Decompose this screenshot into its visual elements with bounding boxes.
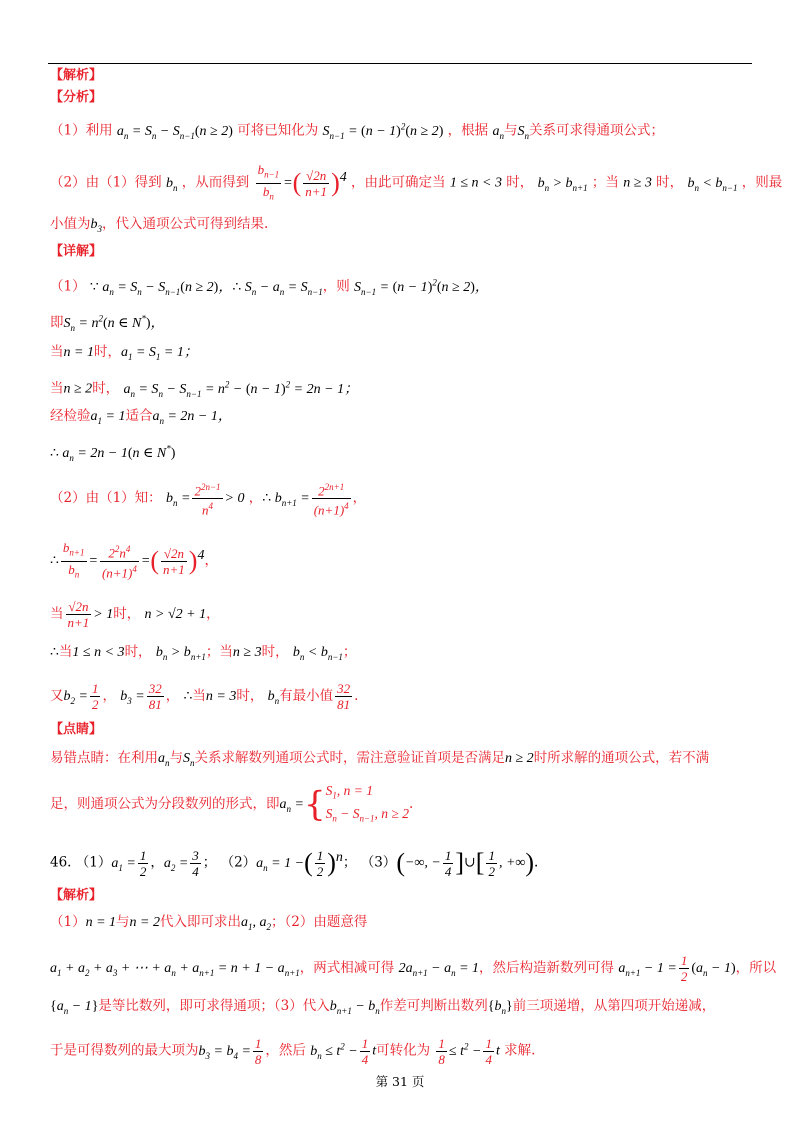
- sol46-line-3: $\{a_n - 1\}$是等比数列，即可求得通项；（3）代入$b_{n+1} - b_n$作差可判断出数列$\{b_n\}$前三项递增，从第四项开始递减，: [50, 998, 716, 1016]
- note-line-1: 易错点睛：在利用$a_n$与$S_n$关系求解数列通项公式时，需注意验证首项是否满足n ≥ 2时所求解的通项公式，若不满: [50, 750, 710, 768]
- heading-xiangjie: 【详解】: [50, 244, 103, 259]
- note-line-2: 足，则通项公式为分段数列的形式，即$a_n$ ={ $S_1$, n = 1 $S_n - S_{n-1}$, n ≥ 2 .: [50, 783, 414, 825]
- top-rule: [48, 63, 752, 64]
- analysis-line-3: 小值为$b_3$，代入通项公式可得到结果.: [50, 216, 269, 234]
- detail-line-11: 又$b_2$ = $\frac{1}{2}$ ， $b_3$ = $\frac{32}{81}$ ， ∴当n = 3时， $b_n$有最小值 $\frac{32}{81}$ .: [50, 681, 359, 712]
- detail-line-1: （1） ∵ $a_n = S_n - S_{n-1}(n \ge 2)$，∴ $S_n - a_n = S_{n-1}$，则 $S_{n-1} = (n - 1)^2(n \ge 2)$，: [50, 277, 489, 297]
- detail-line-8: ∴ $\frac{b_{n+1}}{b_n}$ = $\frac{2^2n^4}{(n+1)^4}$ =( $\frac{√2n}{n+1}$ )$^4$，: [50, 539, 218, 580]
- heading-jiexi-2: 【解析】: [50, 888, 103, 903]
- page-footer: 第 31 页: [375, 1074, 425, 1089]
- sol46-line-4: 于是可得数列的最大项为$b_3 = b_4$ = $\frac{1}{8}$ ，然后 $b_n \le t^2$ − $\frac{1}{4}$ t可转化为 $\frac{1}{8}$ ≤ $t^2$ − $\frac{1}{4}$ t 求解.: [50, 1035, 536, 1067]
- detail-line-2: 即$S_n = n^2(n$ ∈ N*)，: [50, 313, 165, 333]
- detail-line-3: 当n = 1时，$a_1 = S_1 = 1$；: [50, 344, 198, 362]
- q46-line: 46. $(1)a_1$ = $\frac{1}{2}$ ，$a_2$ = $\frac{3}{4}$ ； $(2)a_n = 1$ −( $\frac{1}{2}$ )$^n$； （3）(−∞, − $\frac{1}{4}$ ]∪[ $\frac{1}{2}$ , +∞).: [50, 847, 539, 879]
- detail-line-10: ∴当1 ≤ n < 3时， $b_n > b_{n+1}$；当n ≥ 3时， $b_n < b_{n-1}$；: [50, 644, 357, 662]
- analysis-line-2: （2）由（1）得到 $b_n$ ，从而得到 $\frac{b_{n-1}}{b_n}$ =( $\frac{√2n}{n+1}$ )$^4$ ，由此可确定当 1 ≤ n < 3 时， $b_n > b_{n+1}$ ；当 n ≥ 3 时， $b_n < b_{n-1}$ ，则最: [50, 161, 783, 202]
- sol46-line-2: $a_1 + a_2 + a_3$ + ⋯ + $a_n + a_{n+1} = n + 1 - a_{n+1}$，两式相减可得 $2a_{n+1} - a_n = 1$，然后构造新数列可得 $a_{n+1} - 1$ = $\frac{1}{2}$ $(a_n - 1)$，所以: [50, 953, 777, 984]
- analysis-line-1: （1）利用 $a_n = S_n - S_{n-1}(n \ge 2)$ 可将已知化为 $S_{n-1} = (n - 1)^2(n \ge 2)$ ，根据 $a_n$与$S_n$关系可求得通项公式；: [50, 121, 664, 141]
- detail-line-5: 经检验$a_1 = 1$适合$a_n = 2n - 1$，: [50, 408, 232, 426]
- heading-jiexi: 【解析】: [50, 68, 103, 83]
- sol46-line-1: （1）n = 1与n = 2代入即可求出$a_1$, $a_2$；（2）由题意得: [50, 914, 368, 932]
- detail-line-6: ∴ $a_n = 2n - 1(n$ ∈ N*): [50, 443, 176, 463]
- detail-line-4: 当n ≥ 2时， $a_n = S_n - S_{n-1} = n^2 - (n - 1)^2 = 2n - 1$；: [50, 379, 359, 399]
- detail-line-9: 当 $\frac{√2n}{n+1}$ > 1时， n > √2 + 1，: [50, 599, 220, 630]
- detail-line-7: （2）由（1）知： $b_n$ = $\frac{2^{2n-1}}{n^4}$ > 0 ，∴ $b_{n+1}$ = $\frac{2^{2n+1}}{(n+1)^4}$ ，: [50, 481, 367, 518]
- heading-dianjing: 【点睛】: [50, 722, 103, 737]
- heading-fenxi: 【分析】: [50, 90, 103, 105]
